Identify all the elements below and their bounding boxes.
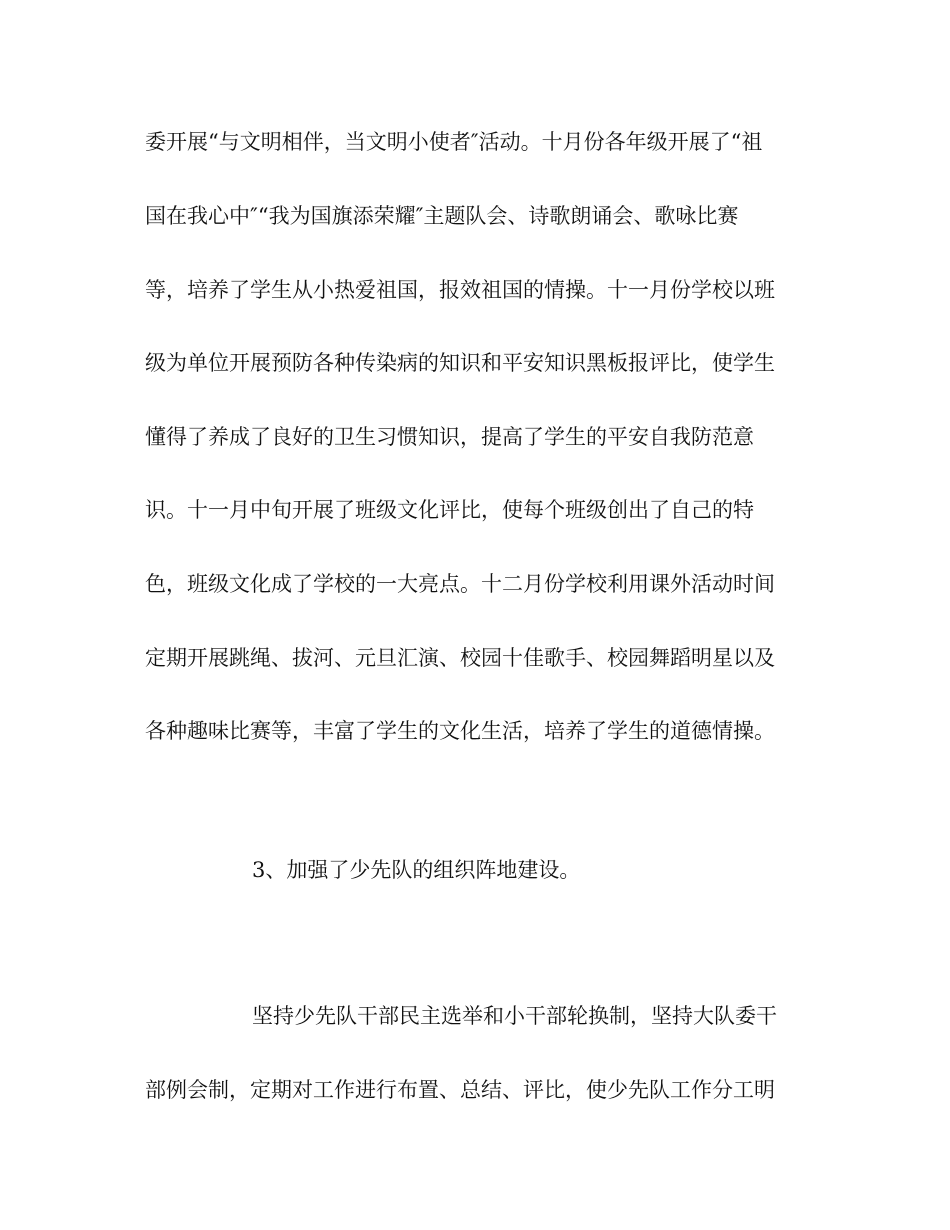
body-text-line: 识。十一月中旬开展了班级文化评比，使每个班级创出了自己的特 (145, 498, 754, 522)
body-text-line: 懂得了养成了良好的卫生习惯知识，提高了学生的平安自我防范意 (145, 425, 754, 449)
body-text-line: 坚持少先队干部民主选举和小干部轮换制，坚持大队委干 (252, 1004, 777, 1028)
body-text-line: 级为单位开展预防各种传染病的知识和平安知识黑板报评比，使学生 (145, 351, 775, 375)
body-text-line: 色，班级文化成了学校的一大亮点。十二月份学校利用课外活动时间 (145, 572, 775, 596)
body-text-line: 部例会制，定期对工作进行布置、总结、评比，使少先队工作分工明 (145, 1078, 775, 1102)
body-text-line: 国在我心中″“我为国旗添荣耀″主题队会、诗歌朗诵会、歌咏比赛 (145, 204, 739, 228)
body-text-line: 委开展“与文明相伴，当文明小使者″活动。十月份各年级开展了“祖 (145, 130, 763, 154)
body-text-line: 各种趣味比赛等，丰富了学生的文化生活，培养了学生的道德情操。 (145, 719, 775, 743)
body-text-line: 等，培养了学生从小热爱祖国，报效祖国的情操。十一月份学校以班 (145, 278, 775, 302)
section-heading: 3、加强了少先队的组织阵地建设。 (252, 858, 581, 882)
body-text-line: 定期开展跳绳、拔河、元旦汇演、校园十佳歌手、校园舞蹈明星以及 (145, 646, 775, 670)
